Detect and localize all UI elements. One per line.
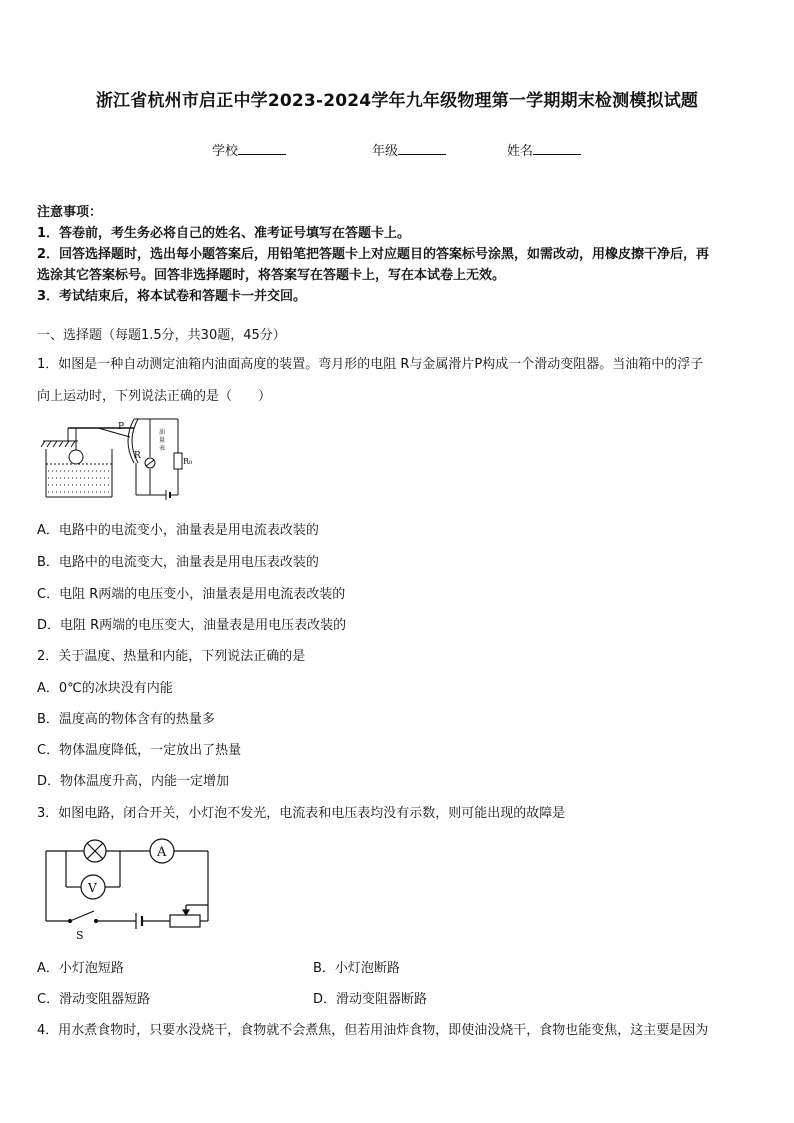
q1-option-a: A．电路中的电流变小，油量表是用电流表改装的	[37, 523, 319, 538]
q3-stem: 3．如图电路，闭合开关，小灯泡不发光，电流表和电压表均没有示数，则可能出现的故障是	[37, 806, 566, 821]
notes-item: 选涂其它答案标号。回答非选择题时，将答案写在答题卡上，写在本试卷上无效。	[37, 268, 506, 283]
q2-option-c: C．物体温度降低，一定放出了热量	[37, 743, 242, 758]
label-ammeter: A	[157, 845, 167, 860]
notes-item: 3．考试结束后，将本试卷和答题卡一并交回。	[37, 289, 307, 304]
label-r: R	[134, 451, 141, 461]
q1-option-b: B．电路中的电流变大，油量表是用电压表改装的	[37, 555, 319, 570]
q1-option-c: C．电阻 R两端的电压变小，油量表是用电流表改装的	[37, 587, 346, 602]
label-meter-3: 表	[159, 445, 166, 452]
school-blank	[238, 142, 286, 155]
school-label: 学校	[212, 144, 239, 159]
name-blank	[533, 142, 581, 155]
q3-option-d: D．滑动变阻器断路	[313, 992, 428, 1007]
label-meter-2: 量	[159, 437, 166, 444]
notes-item: 1．答卷前，考生务必将自己的姓名、准考证号填写在答题卡上。	[37, 226, 411, 241]
school-field	[212, 140, 286, 159]
q2-option-a: A．0℃的冰块没有内能	[37, 681, 173, 696]
label-switch: S	[76, 929, 84, 942]
q1-stem-line1: 1．如图是一种自动测定油箱内油面高度的装置。弯月形的电阻 R与金属滑片P构成一个滑动变阻器。当油箱中的浮子	[37, 357, 704, 372]
grade-blank	[398, 142, 446, 155]
q4-stem: 4．用水煮食物时，只要水没烧干，食物就不会煮焦，但若用油炸食物，即使油没烧干，食物也能变焦，这主要是因为	[37, 1023, 709, 1038]
grade-label: 年级	[372, 144, 399, 159]
q2-option-b: B．温度高的物体含有的热量多	[37, 712, 215, 727]
notes-heading: 注意事项：	[37, 205, 103, 220]
notes-block	[37, 203, 762, 307]
q1-option-d: D．电阻 R两端的电压变大，油量表是用电压表改装的	[37, 618, 347, 633]
q1-stem-line2: 向上运动时，下列说法正确的是（ ）	[37, 389, 272, 404]
q3-option-a: A．小灯泡短路	[37, 961, 124, 976]
notes-item: 2．回答选择题时，选出每小题答案后，用铅笔把答题卡上对应题目的答案标号涂黑，如需改动，用橡皮擦干净后，再	[37, 247, 710, 262]
grade-field	[372, 140, 446, 159]
q2-option-d: D．物体温度升高，内能一定增加	[37, 774, 230, 789]
q2-stem: 2．关于温度、热量和内能，下列说法正确的是	[37, 649, 306, 664]
lamp-meter-circuit-diagram	[38, 833, 214, 943]
name-field	[507, 140, 581, 159]
section-heading: 一、选择题（每题1.5分，共30题，45分）	[37, 328, 286, 343]
label-r0: R₀	[183, 457, 193, 466]
page-title: 浙江省杭州市启正中学2023-2024学年九年级物理第一学期期末检测模拟试题	[95, 91, 699, 111]
name-label: 姓名	[507, 144, 534, 159]
label-p: P	[118, 422, 125, 432]
q3-option-c: C．滑动变阻器短路	[37, 992, 151, 1007]
oil-gauge-circuit-diagram	[38, 417, 198, 501]
q3-option-b: B．小灯泡断路	[313, 961, 400, 976]
label-meter-1: 油	[159, 429, 166, 436]
label-voltmeter: V	[88, 881, 97, 895]
